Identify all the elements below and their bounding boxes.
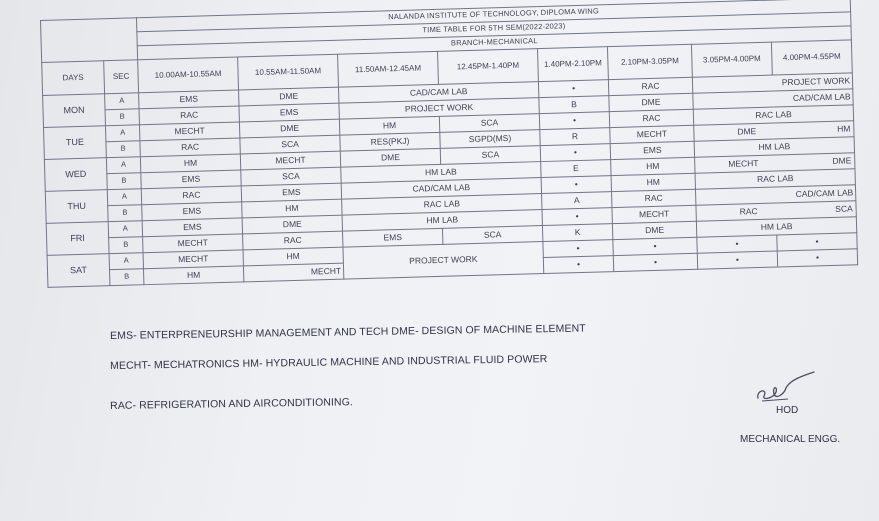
- cell-tue-a-p3: HM: [339, 116, 439, 135]
- cell-sat-p34: PROJECT WORK: [343, 242, 544, 280]
- cell-fri-a-p1: EMS: [142, 218, 242, 237]
- cell-fri-a-p78-right: SCA: [835, 203, 853, 214]
- day-wed: WED: [44, 158, 107, 192]
- break-dot: •: [543, 240, 613, 258]
- cell-tue-a-p4: SCA: [439, 114, 539, 133]
- cell-fri-b-p2: RAC: [243, 231, 343, 250]
- section-label: B: [105, 109, 139, 126]
- cell-wed-a-p2: MECHT: [240, 151, 340, 170]
- break-dot: •: [539, 112, 609, 130]
- cell-mon-a-p78: PROJECT WORK: [692, 73, 852, 93]
- cell-sat-b-p2: MECHT: [243, 263, 343, 282]
- cell-fri-b-p78: HM LAB: [696, 217, 856, 237]
- cell-tue-a-p1: MECHT: [139, 122, 239, 141]
- cell-wed-a-p78: HM LAB: [694, 137, 854, 157]
- cell-mon-a-p2: DME: [239, 87, 339, 106]
- empty-dot: •: [777, 249, 858, 267]
- cell-wed-a-p4: SCA: [440, 146, 540, 165]
- cell-wed-b-p78-left: MECHT: [728, 157, 759, 169]
- days-header: DAYS: [42, 61, 105, 96]
- cell-sat-a-p1: MECHT: [143, 250, 243, 269]
- cell-fri-b-p1: MECHT: [143, 234, 243, 253]
- break-dot: •: [538, 80, 608, 98]
- timetable-title: TIME TABLE FOR 5TH SEM(2022-2023): [137, 12, 851, 46]
- cell-tue-b-p2: SCA: [240, 135, 340, 154]
- sec-header: SEC: [104, 60, 139, 94]
- day-sat: SAT: [47, 254, 110, 288]
- cell-sat-b-p1: HM: [143, 266, 243, 285]
- cell-fri-b-p3: EMS: [343, 228, 443, 247]
- legend-line-3: RAC- REFRIGERATION AND AIRCONDITIONING.: [110, 396, 354, 412]
- timetable-sheet: [40, 0, 859, 340]
- break-letter-b: B: [539, 96, 609, 114]
- cell-tue-b-p4: SGPD(MS): [440, 130, 540, 149]
- section-label: B: [106, 141, 140, 158]
- cell-thu-b-p2: HM: [242, 199, 342, 218]
- day-fri: FRI: [46, 222, 109, 256]
- department-label: MECHANICAL ENGG.: [740, 434, 841, 445]
- empty-dot: •: [697, 251, 777, 269]
- timetable-grid: [40, 0, 858, 288]
- cell-tue-a-p6: RAC: [609, 109, 693, 127]
- cell-tue-a-p2: DME: [239, 119, 339, 138]
- section-label: A: [108, 221, 142, 238]
- break-dot: •: [541, 176, 611, 194]
- cell-mon-a-p6: RAC: [608, 77, 692, 95]
- cell-mon-b-p34: PROJECT WORK: [339, 98, 539, 120]
- cell-mon-b-p1: RAC: [139, 106, 239, 125]
- period-5-header: 1.40PM-2.10PM: [537, 47, 608, 82]
- section-label: B: [108, 205, 142, 222]
- cell-fri-b-p6: DME: [612, 221, 696, 239]
- period-7-header: 3.05PM-4.00PM: [691, 42, 772, 77]
- signature-scribble: [752, 368, 822, 406]
- cell-wed-a-p3: DME: [340, 148, 440, 167]
- cell-thu-b-p34: RAC LAB: [342, 194, 542, 216]
- cell-fri-a-p2: DME: [242, 215, 342, 234]
- empty-dot: •: [777, 233, 858, 251]
- cell-thu-b-p1: EMS: [142, 202, 242, 221]
- section-label: A: [109, 253, 143, 270]
- cell-tue-b-p78-right: HM: [837, 123, 851, 134]
- period-6-header: 2.10PM-3.05PM: [607, 44, 692, 79]
- section-label: B: [109, 237, 143, 254]
- cell-wed-a-p6: EMS: [610, 141, 694, 159]
- section-label: A: [107, 189, 141, 206]
- institute-name: NALANDA INSTITUTE OF TECHNOLOGY, DIPLOMA WING: [136, 0, 850, 32]
- cell-thu-a-p6: HM: [611, 173, 695, 191]
- break-dot: •: [542, 208, 612, 226]
- cell-fri-a-p78-left: RAC: [739, 205, 758, 217]
- section-label: B: [107, 173, 141, 190]
- section-label: A: [105, 93, 139, 110]
- cell-mon-a-p34: CAD/CAM LAB: [338, 82, 538, 104]
- blank-corner-cell: [41, 18, 138, 63]
- cell-fri-a-p6: MECHT: [612, 205, 696, 223]
- cell-tue-a-p78: RAC LAB: [693, 105, 853, 125]
- cell-thu-a-p34: CAD/CAM LAB: [341, 178, 541, 200]
- day-mon: MON: [43, 94, 106, 128]
- cell-tue-b-p1: RAC: [140, 138, 240, 157]
- section-label: B: [109, 269, 143, 286]
- empty-dot: •: [613, 237, 697, 255]
- period-1-header: 10.00AM-10.55AM: [138, 57, 239, 93]
- break-letter-e: E: [541, 160, 611, 178]
- cell-wed-a-p1: HM: [140, 154, 240, 173]
- cell-tue-b-p78-left: DME: [737, 125, 757, 137]
- cell-wed-b-p78-right: DME: [832, 155, 852, 166]
- period-8-header: 4.00PM-4.55PM: [771, 40, 852, 75]
- legend-line-1: EMS- ENTERPRENEURSHIP MANAGEMENT AND TECH DME- DESIGN OF MACHINE ELEMENT: [110, 322, 586, 342]
- section-label: A: [105, 125, 139, 142]
- hod-label: HOD: [776, 405, 799, 416]
- branch-name: BRANCH-MECHANICAL: [137, 26, 851, 60]
- empty-dot: •: [613, 253, 697, 271]
- empty-dot: •: [697, 235, 777, 253]
- day-tue: TUE: [44, 126, 107, 160]
- cell-mon-b-p6: DME: [609, 93, 693, 111]
- cell-tue-b-p6: MECHT: [610, 125, 694, 143]
- cell-mon-b-p78: CAD/CAM LAB: [693, 89, 853, 109]
- break-letter-a: A: [542, 192, 612, 210]
- period-4-header: 12.45PM-1.40PM: [438, 49, 539, 85]
- cell-wed-b-p34: HM LAB: [341, 162, 541, 184]
- cell-mon-a-p1: EMS: [139, 90, 239, 109]
- break-letter-r: R: [540, 128, 610, 146]
- cell-fri-a-p34: HM LAB: [342, 210, 542, 232]
- legend-line-2: MECHT- MECHATRONICS HM- HYDRAULIC MACHINE AND INDUSTRIAL FLUID POWER: [110, 353, 548, 372]
- cell-thu-b-p6: RAC: [612, 189, 696, 207]
- period-3-header: 11.50AM-12.45AM: [338, 51, 439, 87]
- cell-wed-b-p1: EMS: [141, 170, 241, 189]
- cell-thu-b-p78: CAD/CAM LAB: [695, 185, 855, 205]
- break-dot: •: [543, 256, 613, 274]
- cell-thu-a-p78: RAC LAB: [695, 169, 855, 189]
- cell-thu-a-p1: RAC: [141, 186, 241, 205]
- cell-thu-a-p2: EMS: [241, 183, 341, 202]
- cell-wed-b-p2: SCA: [241, 167, 341, 186]
- day-thu: THU: [45, 190, 108, 224]
- period-2-header: 10.55AM-11.50AM: [238, 54, 339, 90]
- break-letter-k: K: [542, 224, 612, 242]
- cell-mon-b-p2: EMS: [239, 103, 339, 122]
- cell-tue-b-p3: RES(PKJ): [340, 132, 440, 151]
- cell-fri-b-p4: SCA: [442, 226, 542, 245]
- cell-wed-b-p6: HM: [611, 157, 695, 175]
- section-label: A: [106, 157, 140, 174]
- break-dot: •: [540, 144, 610, 162]
- cell-sat-a-p2: HM: [243, 247, 343, 266]
